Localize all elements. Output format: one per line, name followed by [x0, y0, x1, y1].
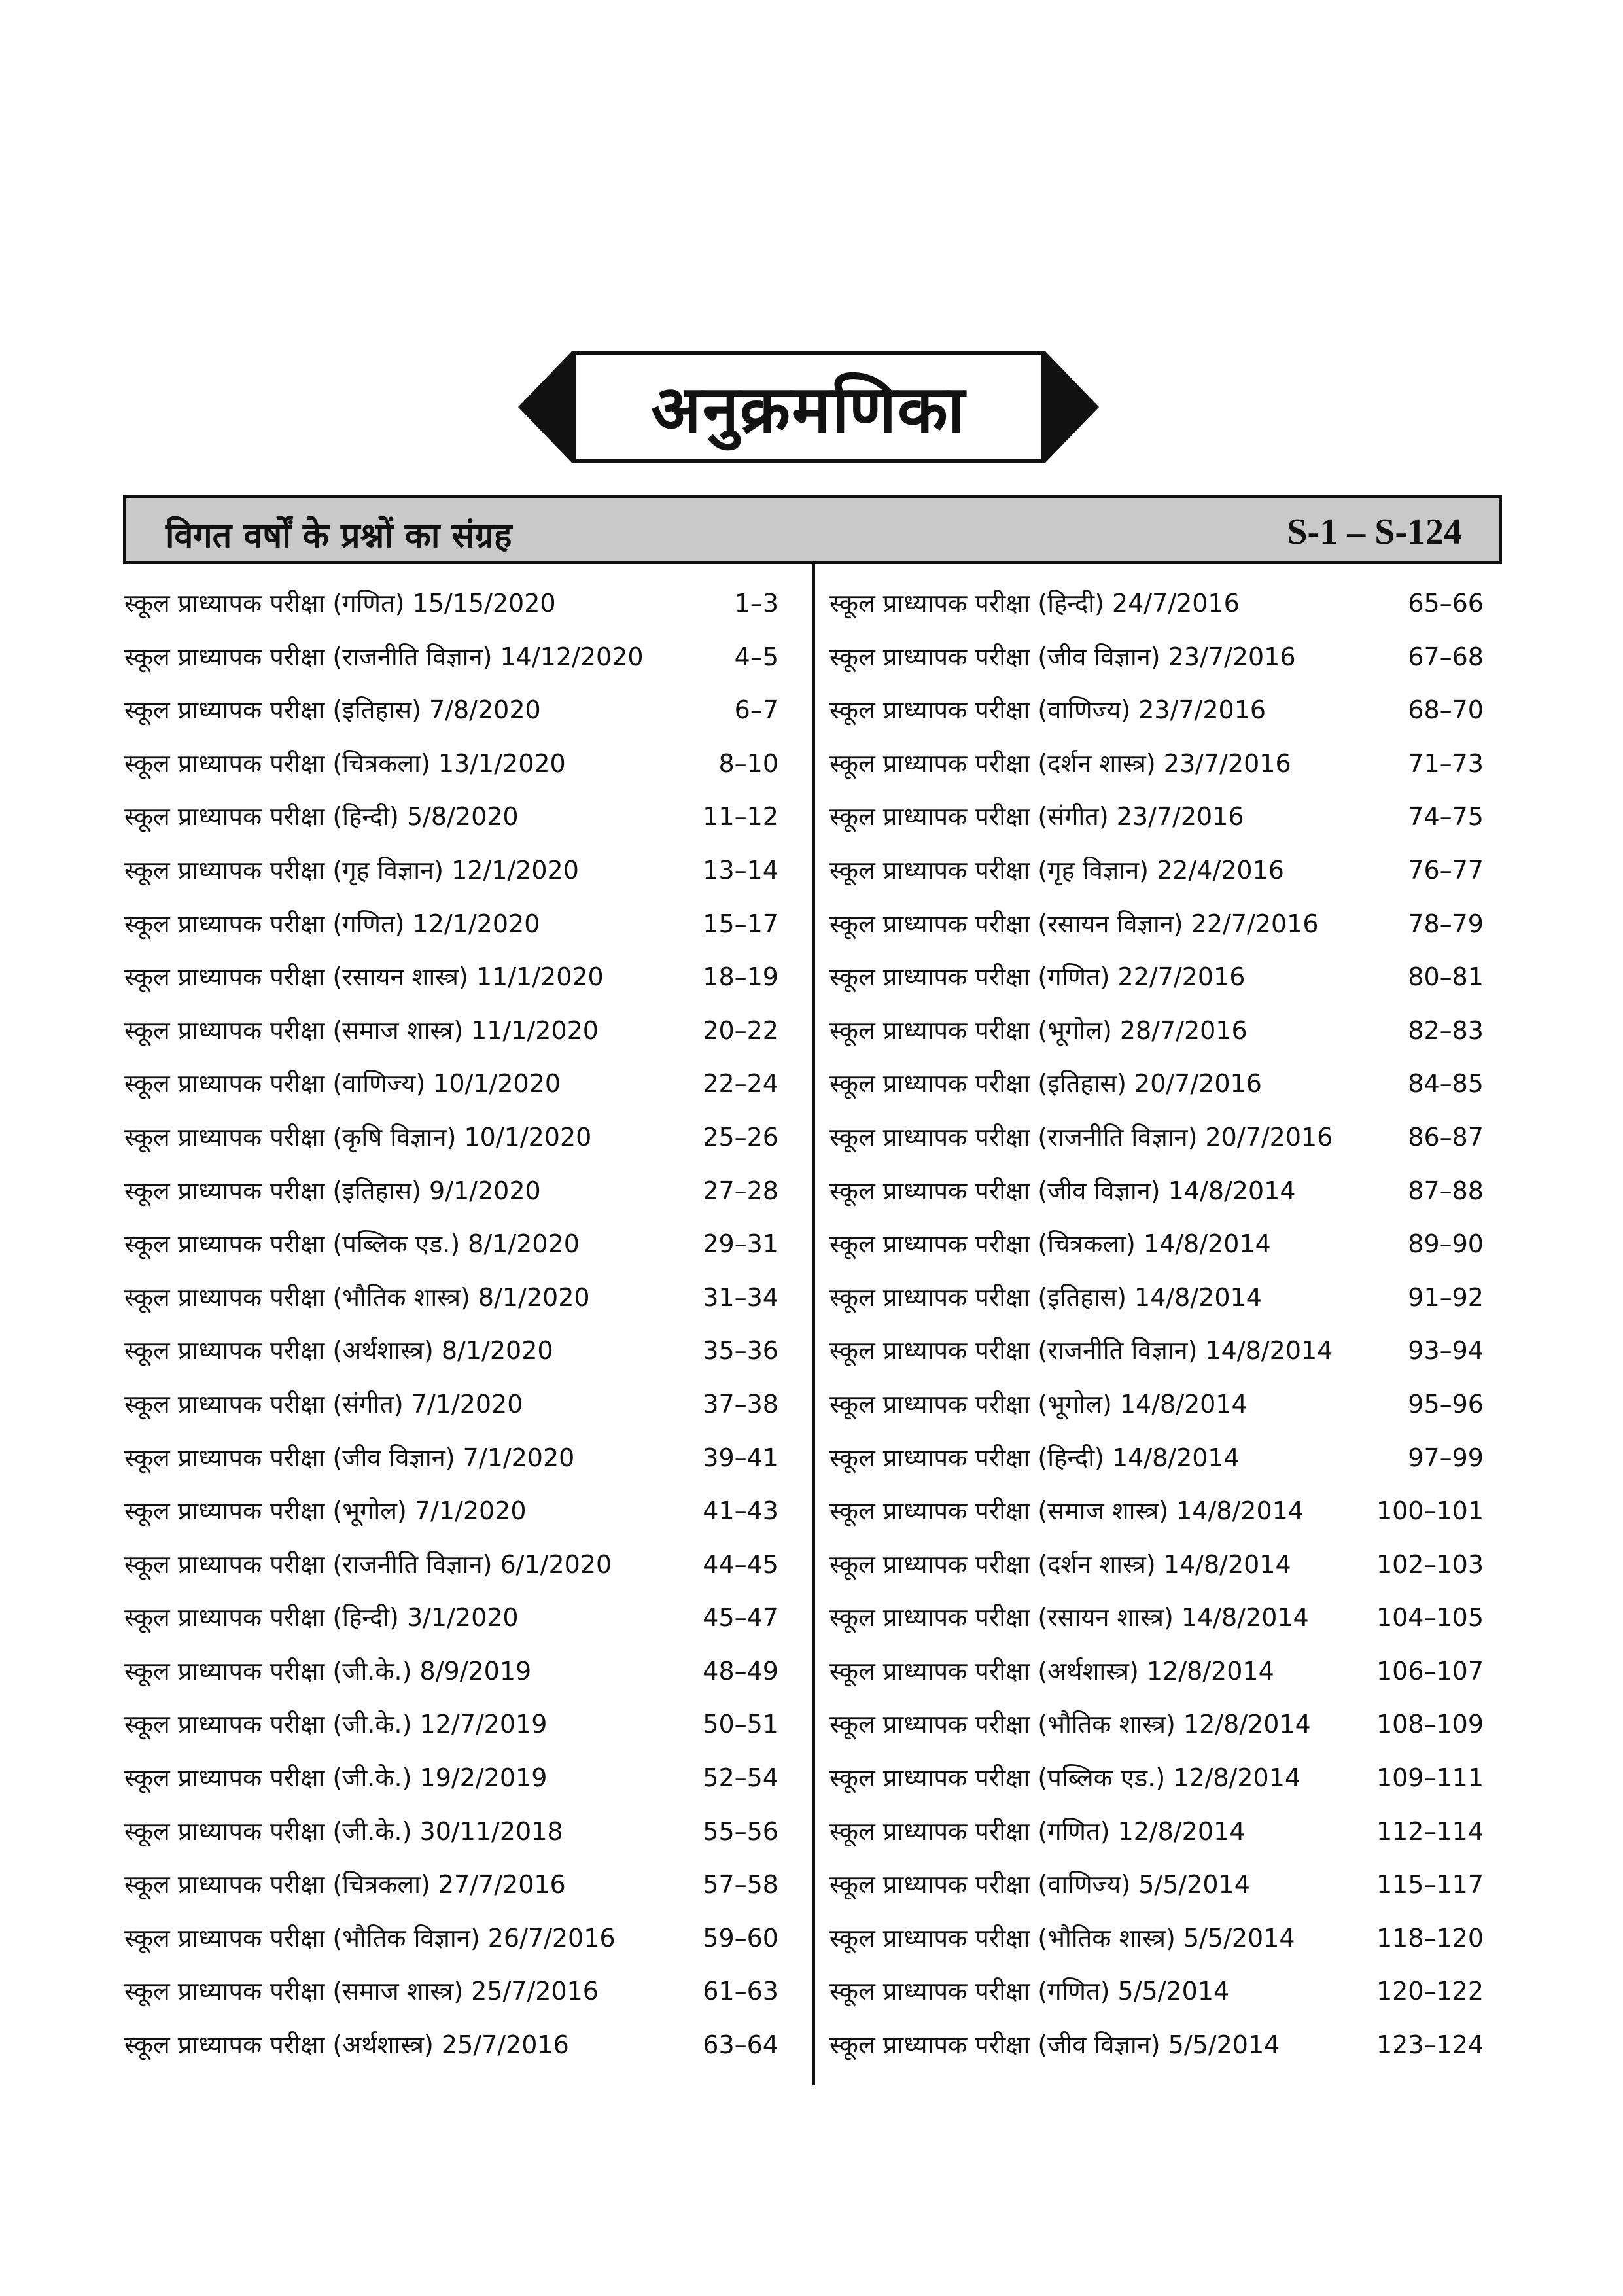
entry-title: स्कूल प्राध्यापक परीक्षा (जी.के.) 8/9/2019 [124, 1656, 532, 1686]
contents-entry [124, 1433, 778, 1487]
contents-entry [829, 2020, 1484, 2074]
entry-title: स्कूल प्राध्यापक परीक्षा (भूगोल) 7/1/2020 [124, 1496, 527, 1526]
entry-title: स्कूल प्राध्यापक परीक्षा (गणित) 5/5/2014 [829, 1977, 1230, 2006]
contents-entry [829, 1753, 1484, 1807]
entry-pages: 123–124 [1376, 2030, 1484, 2060]
contents-entry [124, 1006, 778, 1059]
contents-entry [124, 792, 778, 845]
contents-entry [829, 1379, 1484, 1433]
entry-pages: 84–85 [1408, 1069, 1484, 1099]
contents-entry [124, 1646, 778, 1700]
entry-title: स्कूल प्राध्यापक परीक्षा (राजनीति विज्ञान) 6/1/2020 [124, 1549, 612, 1579]
entry-title: स्कूल प्राध्यापक परीक्षा (रसायन विज्ञान) 22/7/2016 [829, 909, 1319, 938]
entry-pages: 20–22 [703, 1016, 778, 1045]
entry-title: स्कूल प्राध्यापक परीक्षा (जीव विज्ञान) 5/5/2014 [829, 2030, 1280, 2060]
contents-entry [829, 1219, 1484, 1273]
entry-pages: 18–19 [703, 963, 778, 992]
entry-pages: 65–66 [1408, 589, 1484, 618]
entry-title: स्कूल प्राध्यापक परीक्षा (चित्रकला) 27/7/2016 [124, 1870, 566, 1899]
entry-pages: 29–31 [703, 1229, 778, 1259]
entry-pages: 97–99 [1408, 1443, 1484, 1472]
contents-entry [829, 1112, 1484, 1166]
page-title: अनुक्रमणिका [651, 370, 966, 448]
contents-entry [124, 1860, 778, 1913]
entry-pages: 74–75 [1408, 802, 1484, 832]
contents-entry [829, 1006, 1484, 1059]
entry-pages: 13–14 [703, 855, 778, 885]
entry-pages: 55–56 [703, 1816, 778, 1846]
entry-pages: 50–51 [703, 1710, 778, 1739]
entry-pages: 89–90 [1408, 1229, 1484, 1259]
contents-entry [124, 685, 778, 739]
contents-entry [829, 1433, 1484, 1487]
entry-title: स्कूल प्राध्यापक परीक्षा (जी.के.) 19/2/2019 [124, 1763, 548, 1793]
entry-pages: 112–114 [1376, 1816, 1484, 1846]
entry-title: स्कूल प्राध्यापक परीक्षा (दर्शन शास्त्र) 23/7/2016 [829, 749, 1291, 778]
entry-title: स्कूल प्राध्यापक परीक्षा (इतिहास) 7/8/2020 [124, 696, 541, 725]
entry-title: स्कूल प्राध्यापक परीक्षा (इतिहास) 9/1/2020 [124, 1176, 541, 1205]
contents-entry [829, 1807, 1484, 1860]
contents-entry [829, 1913, 1484, 1967]
contents-entry [124, 1059, 778, 1112]
entry-pages: 68–70 [1408, 696, 1484, 725]
page-title-banner [517, 351, 1106, 468]
entry-title: स्कूल प्राध्यापक परीक्षा (भौतिक विज्ञान) 26/7/2016 [124, 1923, 616, 1952]
contents-entry [829, 578, 1484, 632]
contents-entry [124, 1753, 778, 1807]
entry-pages: 120–122 [1376, 1977, 1484, 2006]
contents-entry [124, 1379, 778, 1433]
entry-title: स्कूल प्राध्यापक परीक्षा (रसायन शास्त्र) 11/1/2020 [124, 963, 604, 992]
entry-title: स्कूल प्राध्यापक परीक्षा (भूगोल) 14/8/2014 [829, 1389, 1248, 1419]
contents-entry [829, 1966, 1484, 2020]
contents-entry [124, 1966, 778, 2020]
entry-pages: 8–10 [718, 749, 778, 778]
section-page-range: S-1 – S-124 [1287, 512, 1462, 552]
entry-pages: 6–7 [734, 696, 778, 725]
entry-title: स्कूल प्राध्यापक परीक्षा (पब्लिक एड.) 8/1/2020 [124, 1229, 580, 1259]
entry-pages: 4–5 [734, 642, 778, 671]
contents-entry [829, 1273, 1484, 1326]
contents-entry [829, 1593, 1484, 1646]
entry-pages: 45–47 [703, 1603, 778, 1633]
entry-pages: 108–109 [1376, 1710, 1484, 1739]
entry-title: स्कूल प्राध्यापक परीक्षा (कृषि विज्ञान) 10/1/2020 [124, 1122, 592, 1152]
entry-pages: 102–103 [1376, 1549, 1484, 1579]
entry-pages: 44–45 [703, 1549, 778, 1579]
contents-entry [829, 1059, 1484, 1112]
entry-pages: 48–49 [703, 1656, 778, 1686]
entry-title: स्कूल प्राध्यापक परीक्षा (वाणिज्य) 23/7/2016 [829, 696, 1266, 725]
entry-pages: 87–88 [1408, 1176, 1484, 1205]
contents-entry [124, 2020, 778, 2074]
contents-entry [829, 1326, 1484, 1379]
contents-entry [124, 1913, 778, 1967]
entry-title: स्कूल प्राध्यापक परीक्षा (अर्थशास्त्र) 25/7/2016 [124, 2030, 569, 2060]
entry-pages: 39–41 [703, 1443, 778, 1472]
entry-pages: 115–117 [1376, 1870, 1484, 1899]
entry-title: स्कूल प्राध्यापक परीक्षा (जीव विज्ञान) 14/8/2014 [829, 1176, 1296, 1205]
entry-pages: 71–73 [1408, 749, 1484, 778]
entry-title: स्कूल प्राध्यापक परीक्षा (हिन्दी) 24/7/2016 [829, 589, 1240, 618]
contents-entry [124, 845, 778, 899]
entry-pages: 61–63 [703, 1977, 778, 2006]
entry-pages: 106–107 [1376, 1656, 1484, 1686]
entry-pages: 95–96 [1408, 1389, 1484, 1419]
contents-entry [124, 739, 778, 792]
entry-title: स्कूल प्राध्यापक परीक्षा (समाज शास्त्र) 11/1/2020 [124, 1016, 599, 1045]
contents-entry [124, 1807, 778, 1860]
entry-pages: 52–54 [703, 1763, 778, 1793]
entry-title: स्कूल प्राध्यापक परीक्षा (चित्रकला) 14/8/2014 [829, 1229, 1271, 1259]
entry-title: स्कूल प्राध्यापक परीक्षा (संगीत) 7/1/2020 [124, 1389, 523, 1419]
entry-title: स्कूल प्राध्यापक परीक्षा (वाणिज्य) 5/5/2014 [829, 1870, 1250, 1899]
entry-title: स्कूल प्राध्यापक परीक्षा (दर्शन शास्त्र) 14/8/2014 [829, 1549, 1291, 1579]
entry-pages: 22–24 [703, 1069, 778, 1099]
entry-title: स्कूल प्राध्यापक परीक्षा (वाणिज्य) 10/1/2020 [124, 1069, 561, 1099]
contents-entry [124, 1699, 778, 1753]
section-header [123, 495, 1502, 564]
contents-entry [829, 899, 1484, 953]
right-arrow-ornament [1045, 351, 1099, 463]
entry-pages: 1–3 [734, 589, 778, 618]
entry-title: स्कूल प्राध्यापक परीक्षा (इतिहास) 14/8/2014 [829, 1282, 1262, 1312]
contents-entry [829, 632, 1484, 686]
contents-entry [124, 1273, 778, 1326]
entry-title: स्कूल प्राध्यापक परीक्षा (चित्रकला) 13/1/2020 [124, 749, 566, 778]
entry-title: स्कूल प्राध्यापक परीक्षा (भौतिक शास्त्र) 12/8/2014 [829, 1710, 1311, 1739]
entry-pages: 93–94 [1408, 1336, 1484, 1366]
contents-left-column [124, 578, 778, 2074]
contents-right-column [829, 578, 1484, 2074]
entry-pages: 67–68 [1408, 642, 1484, 671]
entry-pages: 100–101 [1376, 1496, 1484, 1526]
entry-title: स्कूल प्राध्यापक परीक्षा (राजनीति विज्ञान) 20/7/2016 [829, 1122, 1333, 1152]
entry-title: स्कूल प्राध्यापक परीक्षा (रसायन शास्त्र) 14/8/2014 [829, 1603, 1309, 1633]
contents-entry [829, 739, 1484, 792]
entry-title: स्कूल प्राध्यापक परीक्षा (भौतिक शास्त्र) 5/5/2014 [829, 1923, 1295, 1952]
contents-entry [829, 1646, 1484, 1700]
entry-title: स्कूल प्राध्यापक परीक्षा (पब्लिक एड.) 12/8/2014 [829, 1763, 1301, 1793]
contents-entry [829, 952, 1484, 1006]
contents-entry [829, 1486, 1484, 1540]
entry-title: स्कूल प्राध्यापक परीक्षा (जी.के.) 12/7/2019 [124, 1710, 548, 1739]
contents-entry [829, 1699, 1484, 1753]
entry-title: स्कूल प्राध्यापक परीक्षा (गणित) 12/1/2020 [124, 909, 540, 938]
contents-entry [829, 792, 1484, 845]
entry-pages: 57–58 [703, 1870, 778, 1899]
contents-entry [124, 899, 778, 953]
entry-pages: 86–87 [1408, 1122, 1484, 1152]
entry-title: स्कूल प्राध्यापक परीक्षा (गणित) 12/8/2014 [829, 1816, 1246, 1846]
contents-entry [829, 685, 1484, 739]
entry-title: स्कूल प्राध्यापक परीक्षा (जी.के.) 30/11/2018 [124, 1816, 563, 1846]
column-divider [812, 564, 815, 2085]
entry-title: स्कूल प्राध्यापक परीक्षा (गणित) 15/15/2020 [124, 589, 556, 618]
entry-title: स्कूल प्राध्यापक परीक्षा (राजनीति विज्ञान) 14/12/2020 [124, 642, 644, 671]
entry-title: स्कूल प्राध्यापक परीक्षा (हिन्दी) 14/8/2014 [829, 1443, 1240, 1472]
entry-pages: 31–34 [703, 1282, 778, 1312]
entry-title: स्कूल प्राध्यापक परीक्षा (भूगोल) 28/7/2016 [829, 1016, 1248, 1045]
contents-entry [124, 952, 778, 1006]
entry-pages: 91–92 [1408, 1282, 1484, 1312]
contents-entry [829, 1540, 1484, 1593]
entry-pages: 63–64 [703, 2030, 778, 2060]
entry-title: स्कूल प्राध्यापक परीक्षा (भौतिक शास्त्र) 8/1/2020 [124, 1282, 590, 1312]
entry-pages: 27–28 [703, 1176, 778, 1205]
entry-title: स्कूल प्राध्यापक परीक्षा (जीव विज्ञान) 23/7/2016 [829, 642, 1296, 671]
entry-pages: 104–105 [1376, 1603, 1484, 1633]
contents-entry [124, 1166, 778, 1220]
entry-title: स्कूल प्राध्यापक परीक्षा (हिन्दी) 3/1/2020 [124, 1603, 519, 1633]
entry-pages: 37–38 [703, 1389, 778, 1419]
page-title-box [572, 351, 1045, 463]
entry-pages: 76–77 [1408, 855, 1484, 885]
contents-entry [124, 1540, 778, 1593]
entry-pages: 11–12 [703, 802, 778, 832]
entry-title: स्कूल प्राध्यापक परीक्षा (इतिहास) 20/7/2016 [829, 1069, 1262, 1099]
contents-entry [829, 1166, 1484, 1220]
entry-title: स्कूल प्राध्यापक परीक्षा (समाज शास्त्र) 25/7/2016 [124, 1977, 599, 2006]
entry-title: स्कूल प्राध्यापक परीक्षा (संगीत) 23/7/2016 [829, 802, 1244, 832]
entry-pages: 82–83 [1408, 1016, 1484, 1045]
entry-title: स्कूल प्राध्यापक परीक्षा (हिन्दी) 5/8/2020 [124, 802, 519, 832]
entry-pages: 80–81 [1408, 963, 1484, 992]
entry-pages: 78–79 [1408, 909, 1484, 938]
contents-entry [124, 578, 778, 632]
section-title: विगत वर्षों के प्रश्नों का संग्रह [166, 516, 512, 556]
contents-entry [124, 1486, 778, 1540]
entry-pages: 25–26 [703, 1122, 778, 1152]
entry-pages: 59–60 [703, 1923, 778, 1952]
contents-entry [124, 1593, 778, 1646]
entry-title: स्कूल प्राध्यापक परीक्षा (अर्थशास्त्र) 12/8/2014 [829, 1656, 1274, 1686]
entry-pages: 118–120 [1376, 1923, 1484, 1952]
contents-entry [829, 845, 1484, 899]
left-arrow-ornament [518, 351, 572, 463]
entry-title: स्कूल प्राध्यापक परीक्षा (समाज शास्त्र) 14/8/2014 [829, 1496, 1304, 1526]
entry-pages: 35–36 [703, 1336, 778, 1366]
contents-entry [829, 1860, 1484, 1913]
entry-title: स्कूल प्राध्यापक परीक्षा (राजनीति विज्ञान) 14/8/2014 [829, 1336, 1333, 1366]
contents-entry [124, 1326, 778, 1379]
entry-title: स्कूल प्राध्यापक परीक्षा (अर्थशास्त्र) 8/1/2020 [124, 1336, 553, 1366]
contents-entry [124, 1112, 778, 1166]
contents-entry [124, 632, 778, 686]
entry-title: स्कूल प्राध्यापक परीक्षा (गणित) 22/7/2016 [829, 963, 1246, 992]
contents-entry [124, 1219, 778, 1273]
entry-title: स्कूल प्राध्यापक परीक्षा (गृह विज्ञान) 22/4/2016 [829, 855, 1284, 885]
entry-title: स्कूल प्राध्यापक परीक्षा (जीव विज्ञान) 7/1/2020 [124, 1443, 575, 1472]
entry-pages: 109–111 [1376, 1763, 1484, 1793]
entry-pages: 41–43 [703, 1496, 778, 1526]
entry-pages: 15–17 [703, 909, 778, 938]
entry-title: स्कूल प्राध्यापक परीक्षा (गृह विज्ञान) 12/1/2020 [124, 855, 579, 885]
